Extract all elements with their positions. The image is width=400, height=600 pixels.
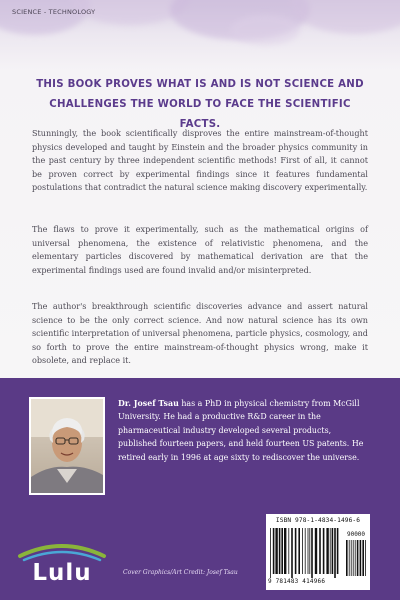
barcode-bar <box>305 528 306 574</box>
barcode-bar <box>308 528 309 574</box>
barcode-addon-bar <box>346 540 348 576</box>
barcode-addon-bar <box>349 540 350 576</box>
barcode-addon-bar <box>360 540 362 576</box>
barcode-addon-bar <box>351 540 352 576</box>
barcode-addon-digits: 90000 <box>346 531 366 538</box>
barcode-digits: 9 781483 414966 <box>268 578 326 585</box>
blossom-decoration <box>230 15 300 45</box>
barcode-bar <box>309 528 310 574</box>
author-bio <box>118 397 368 464</box>
blossom-decoration <box>290 0 400 34</box>
barcode-bar <box>281 528 283 574</box>
book-category: SCIENCE - TECHNOLOGY <box>12 8 96 16</box>
barcode-bar <box>302 528 303 574</box>
barcode-bar <box>332 528 334 574</box>
author-photo <box>31 399 103 493</box>
barcode-bar <box>275 528 277 574</box>
barcode-bar <box>298 528 300 574</box>
barcode-bar <box>279 528 281 574</box>
barcode-addon-bar <box>357 540 359 576</box>
lulu-logo-text: Lulu <box>32 560 92 586</box>
barcode-addon-bar <box>353 540 354 576</box>
barcode-bar <box>334 528 336 578</box>
author-name: Dr. Josef Tsau <box>118 399 179 408</box>
barcode-bar <box>295 528 297 574</box>
barcode-bar <box>337 528 339 574</box>
barcode-bar <box>273 528 275 574</box>
lulu-logo <box>14 540 110 586</box>
description-paragraph: The author's breakthrough scientific discoveries advance and assert natural science to be the only correct science. And now natural science has its own scientific interpretation of universal phenomena, particle physics, cosmology, and so forth to prove the entire mainstream-of-thought physics wrong, make it obsolete, and replace it. <box>32 301 368 365</box>
description-paragraph: The flaws to prove it experimentally, such as the mathematical origins of universal phenomena, the existence of relativistic phenomena, and the elementary particles discovered by mathematical derivation are that the experimental findings used are found invalid and/or misinterpreted. <box>32 224 368 275</box>
barcode-bar <box>270 528 271 578</box>
barcode-bar <box>315 528 317 574</box>
barcode-bar <box>288 528 289 574</box>
barcode-addon-bar <box>355 540 356 576</box>
author-photo-frame <box>29 397 105 495</box>
isbn-label: ISBN 978-1-4834-1496-6 <box>275 517 361 524</box>
barcode-bar <box>330 528 331 574</box>
description-paragraph: Stunningly, the book scientifically disproves the entire mainstream-of-thought physics developed and taught by Einstein and the broader physics community in the past century by three independent scientific methods! First of all, it cannot be proven correct by experimental findings since it features fundamental postulations that contradict the natural science making discovery experimentally. <box>32 128 368 192</box>
barcode-bar <box>326 528 328 574</box>
barcode-addon-bar <box>365 540 366 576</box>
headline: THIS BOOK PROVES WHAT IS AND IS NOT SCIENCE AND CHALLENGES THE WORLD TO FACE THE SCIENTIFIC FACTS. <box>36 79 364 130</box>
barcode-bar <box>311 528 313 578</box>
cover-credit: Cover Graphics/Art Credit: Josef Tsau <box>123 569 238 576</box>
isbn-barcode <box>266 514 370 590</box>
barcode-bar <box>319 528 321 574</box>
barcode-addon-bar <box>362 540 364 576</box>
barcode-bar <box>291 528 293 578</box>
barcode-bar <box>284 528 286 574</box>
barcode-bar <box>323 528 325 574</box>
author-bio-text: has a PhD in physical chemistry from McGill University. He had a productive R&D career in the pharmaceutical industry developed several products, published fourteen papers, and held fourteen US patents. He retired early in 1996 at age sixty to rediscover the universe. <box>118 399 364 462</box>
